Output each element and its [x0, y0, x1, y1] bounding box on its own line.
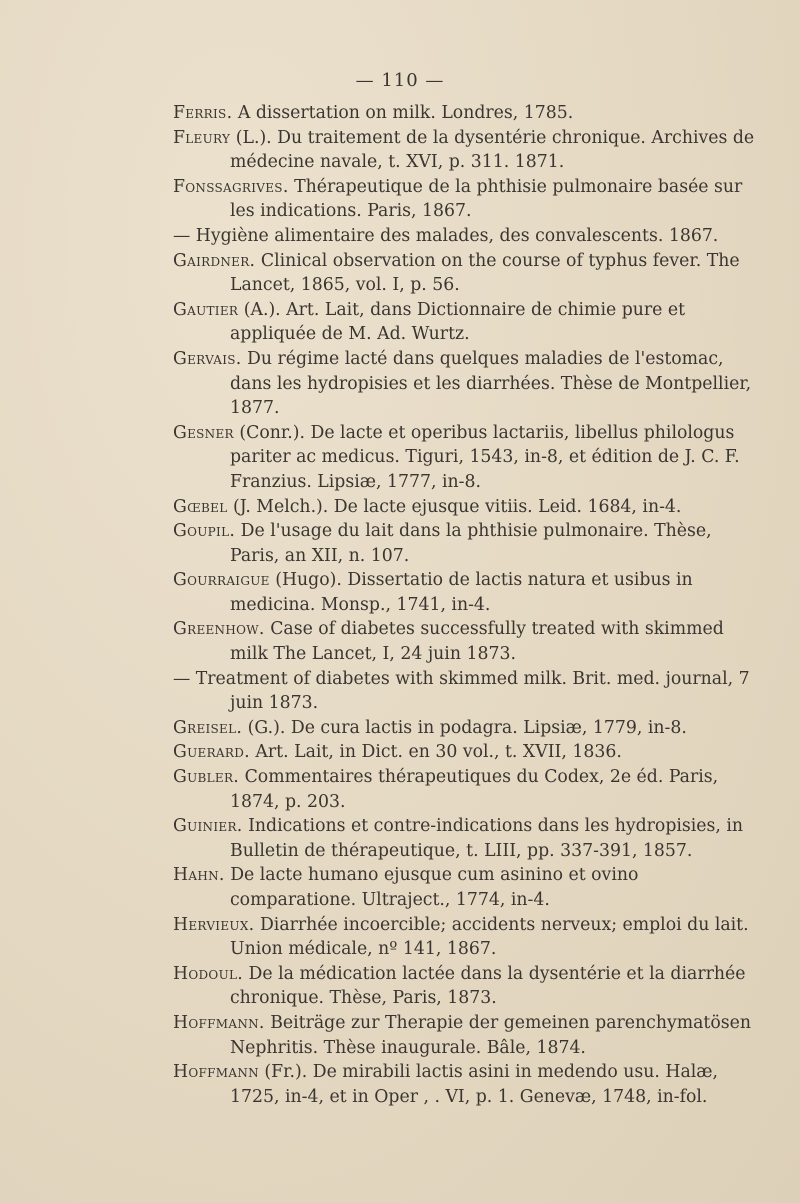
entry-text: Case of diabetes successfully treated with skimmed milk The Lancet, I, 24 juin 1873. — [230, 619, 724, 665]
entry-author: Hervieux. — [173, 914, 255, 935]
bibliography-entry — [173, 765, 763, 814]
entry-text: Art. Lait, in Dict. en 30 vol., t. XVII, 1836. — [249, 742, 622, 763]
entry-author: Gautier — [173, 299, 239, 320]
bibliography-entry — [173, 224, 763, 249]
entry-text: (L.). Du traitement de la dysentérie chronique. Archives de médecine navale, t. XVI, p. 311. 1871. — [230, 127, 755, 173]
bibliography-entry — [173, 740, 763, 765]
entry-text: Diarrhée incoercible; accidents nerveux; emploi du lait. Union médicale, nº 141, 1867. — [230, 914, 749, 960]
entry-text: (A.). Art. Lait, dans Dictionnaire de chimie pure et appliquée de M. Ad. Wurtz. — [230, 299, 686, 345]
entry-author: Greenhow. — [173, 619, 265, 640]
entry-text: (Conr.). De lacte et operibus lactariis, libellus philologus pariter ac medicus. Tiguri, 1543, in-8, et édition de J. C. F. Franzius. Lipsiæ, 1777, in-8. — [230, 422, 740, 492]
entry-author: Gœbel — [173, 496, 228, 517]
entry-author: Hoffmann — [173, 1062, 259, 1083]
entry-text: A dissertation on milk. Londres, 1785. — [232, 103, 574, 123]
entry-text: (Hugo). Dissertatio de lactis natura et usibus in medicina. Monsp., 1741, in-4. — [230, 570, 693, 615]
bibliography-entry — [173, 421, 763, 495]
bibliography-entry — [173, 667, 763, 716]
entry-author: Gesner — [173, 422, 234, 443]
entry-text: De lacte humano ejusque cum asinino et ovino comparatione. Ultraject., 1774, in-4. — [224, 865, 639, 910]
entry-text: Indications et contre-indications dans les hydropisies, in Bulletin de thérapeutique, t. LIII, pp. 337-391, 1857. — [230, 816, 744, 861]
entry-text: (J. Melch.). De lacte ejusque vitiis. Leid. 1684, in-4. — [227, 496, 682, 517]
entry-text: Commentaires thérapeutiques du Codex, 2e éd. Paris, 1874, p. 203. — [230, 767, 719, 812]
bibliography-entry — [173, 519, 763, 568]
bibliography-entry — [173, 568, 763, 617]
bibliography-entry — [173, 863, 763, 912]
bibliography-entry — [173, 1060, 763, 1109]
bibliography-entry — [173, 1011, 763, 1060]
bibliography-entry — [173, 101, 763, 126]
entry-text: Clinical observation on the course of typhus fever. The Lancet, 1865, vol. I, p. 56. — [230, 250, 740, 296]
entry-text: Du régime lacté dans quelques maladies de l'estomac, dans les hydropisies et les diarrhées. Thèse de Montpellier, 1877. — [230, 348, 752, 419]
entry-author: Guerard. — [173, 742, 250, 763]
bibliography-entry — [173, 913, 763, 962]
page-number: — 110 — — [355, 70, 445, 91]
entry-author: Fleury — [173, 127, 231, 148]
entry-text: De l'usage du lait dans la phthisie pulmonaire. Thèse, Paris, an XII, n. 107. — [230, 521, 712, 566]
bibliography-entry — [173, 347, 763, 421]
entry-author: Goupil. — [173, 521, 236, 542]
entry-text: Beiträge zur Therapie der gemeinen parenchymatösen Nephritis. Thèse inaugurale. Bâle, 1874. — [230, 1012, 751, 1058]
entry-author: Guinier. — [173, 816, 243, 837]
entry-author: Hahn. — [173, 865, 225, 886]
bibliography-entry — [173, 814, 763, 863]
entry-text: — Hygiène alimentaire des malades, des convalescents. 1867. — [173, 225, 719, 246]
entry-text: De la médication lactée dans la dysentérie et la diarrhée chronique. Thèse, Paris, 1873. — [230, 963, 746, 1009]
bibliography-entry — [173, 716, 763, 741]
entry-text: (G.). De cura lactis in podagra. Lipsiæ, 1779, in-8. — [242, 717, 687, 738]
entry-text: (Fr.). De mirabili lactis asini in medendo usu. Halæ, 1725, in-4, et in Oper , . VI, p. 1. Genevæ, 1748, in-fol. — [230, 1062, 719, 1107]
entry-author: Hoffmann. — [173, 1012, 265, 1033]
bibliography-entry — [173, 298, 763, 347]
bibliography-entry — [173, 175, 763, 224]
bibliography-entry — [173, 495, 763, 520]
entry-author: Gairdner. — [173, 250, 256, 271]
entry-author: Fonssagrives. — [173, 176, 289, 197]
bibliography-list — [173, 101, 763, 1109]
bibliography-entry — [173, 617, 763, 666]
entry-text: — Treatment of diabetes with skimmed milk. Brit. med. journal, 7 juin 1873. — [173, 668, 750, 714]
entry-author: Greisel. — [173, 717, 243, 738]
entry-author: Hodoul. — [173, 963, 244, 984]
entry-author: Ferris. — [173, 103, 233, 123]
bibliography-entry — [173, 126, 763, 175]
entry-author: Gervais. — [173, 348, 242, 369]
entry-author: Gubler. — [173, 767, 240, 788]
entry-text: Thérapeutique de la phthisie pulmonaire basée sur les indications. Paris, 1867. — [230, 176, 743, 222]
bibliography-entry — [173, 962, 763, 1011]
entry-author: Gourraigue — [173, 570, 270, 591]
bibliography-entry — [173, 249, 763, 298]
